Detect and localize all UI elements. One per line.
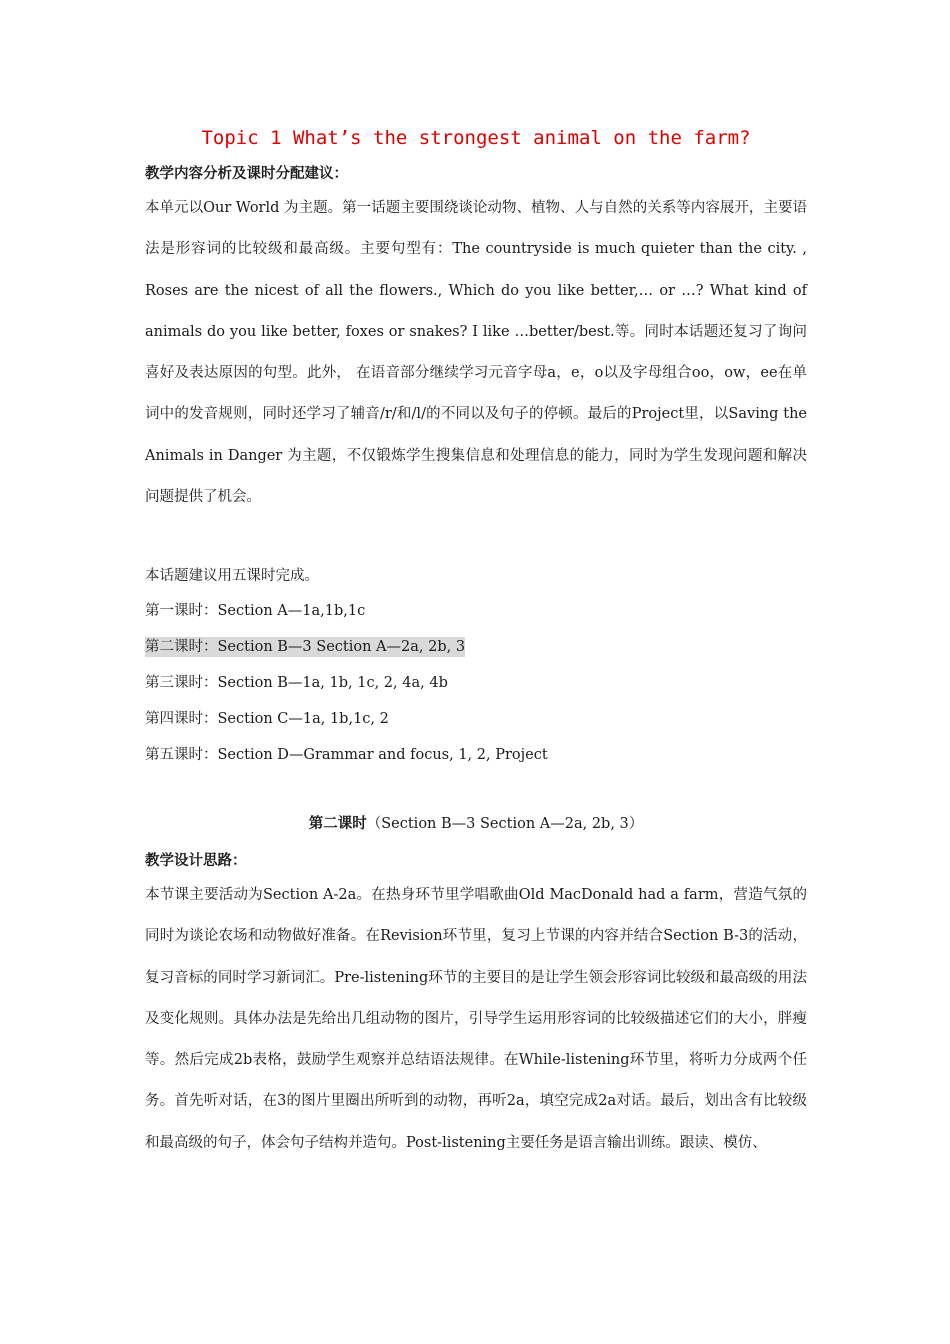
lesson-two-title: [145, 814, 807, 834]
paragraph-design-ideas: 本节课主要活动为Section A-2a。在热身环节里学唱歌曲Old MacDonald had a farm，营造气氛的同时为谈论农场和动物做好准备。在Revision环节里，复习上节课的内容并结合Section B-3的活动，复习音标的同时学习新词汇。Pre-listening环节的主要目的是让学生领会形容词比较级和最高级的用法及变化规则。具体办法是先给出几组动物的图片，引导学生运用形容词的比较级描述它们的大小，胖瘦等。然后完成2b表格，鼓励学生观察并总结语法规律。在While-listening环节里，将听力分成两个任务。首先听对话，在3的图片里圈出所听到的动物，再听2a，填空完成2a对话。最后，划出含有比较级和最高级的句子，体会句子结构并造句。Post-listening主要任务是语言输出训练。跟读、模仿、: [145, 887, 807, 1151]
section-heading-analysis: 教学内容分析及课时分配建议：: [145, 165, 348, 182]
lesson-two-title-bold: 第二课时: [308, 815, 367, 832]
lesson-plan-item: 第三课时：Section B—1a, 1b, 1c, 2, 4a, 4b: [145, 675, 448, 691]
lesson-count-suggestion: 本话题建议用五课时完成。: [145, 568, 319, 584]
paragraph-unit-overview: 本单元以Our World 为主题。第一话题主要围绕谈论动物、植物、人与自然的关系等内容展开，主要语法是形容词的比较级和最高级。主要句型有：The countryside is much quieter than the city. , Roses are the nicest of all the flowers., Which do you like better,… or …? What kind of animals do you like better, foxes or snakes? I like …better/best.等。同时本话题还复习了询问喜好及表达原因的句型。此外， 在语音部分继续学习元音字母a，e，o以及字母组合oo，ow，ee在单词中的发音规则，同时还学习了辅音/r/和/l/的不同以及句子的停顿。最后的Project里，以Saving the Animals in Danger 为主题，不仅锻炼学生搜集信息和处理信息的能力，同时为学生发现问题和解决问题提供了机会。: [145, 200, 807, 506]
lesson-two-title-sections: （Section B—3 Section A—2a, 2b, 3）: [366, 816, 644, 832]
lesson-plan-item-highlighted: 第二课时：Section B—3 Section A—2a, 2b, 3: [145, 639, 466, 655]
document-title: Topic 1 What’s the strongest animal on the farm?: [201, 127, 751, 149]
lesson-plan-item: 第五课时：Section D—Grammar and focus, 1, 2, Project: [145, 747, 548, 763]
lesson-plan-item: 第四课时：Section C—1a, 1b,1c, 2: [145, 711, 389, 727]
lesson-plan-item: 第一课时：Section A—1a,1b,1c: [145, 603, 366, 619]
section-heading-design: 教学设计思路：: [145, 852, 247, 869]
